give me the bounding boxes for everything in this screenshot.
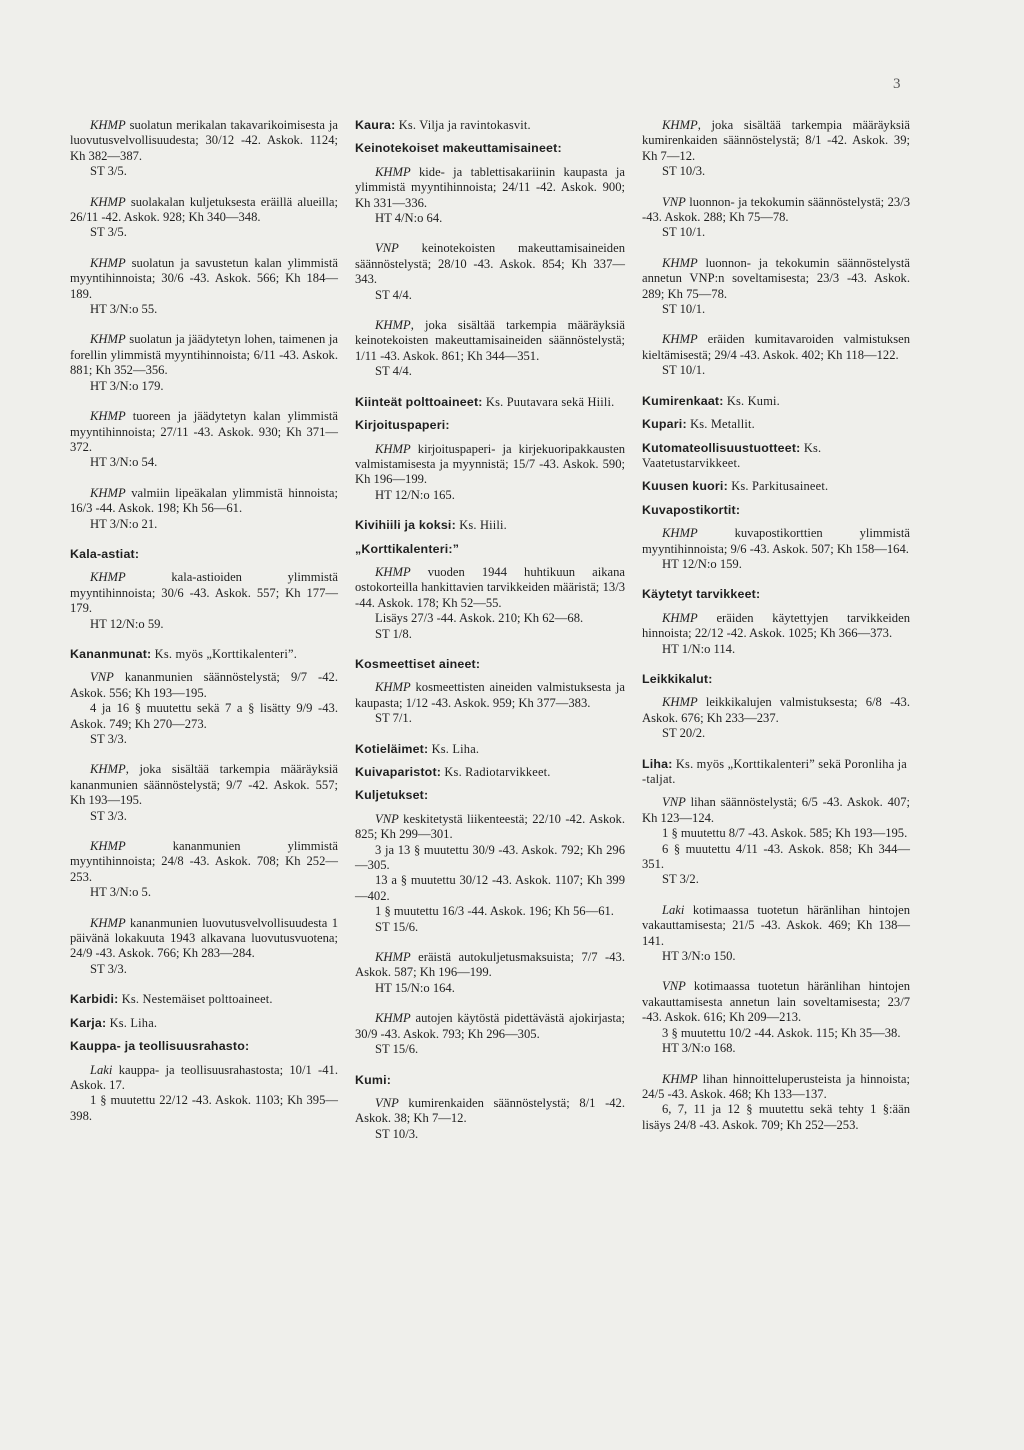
entry-reference: ST 10/1. [662,363,706,378]
entry-text: KHMP kananmunien ylimmistä myyntihinnoista; 24/8 -43. Askok. 708; Kh 252—253. [70,839,338,884]
entry-text: KHMP eräiden kumitavaroiden valmistuksen kieltämisestä; 29/4 -43. Askok. 402; Kh 118—122. [642,332,910,362]
heading-term: Kosmeettiset aineet: [355,656,481,671]
act-type: VNP [90,670,114,685]
entry-text: VNP keinotekoisten makeuttamisaineiden säännöstelystä; 28/10 -43. Askok. 854; Kh 337—343. [355,241,625,287]
act-type: VNP [662,979,686,994]
index-entry [70,916,338,978]
entry-reference: HT 12/N:o 165. [375,487,455,502]
entry-text: Laki kotimaassa tuotetun häränlihan hintojen vakauttamisesta; 21/5 -43. Askok. 469; Kh 138—141. [642,902,910,948]
index-entry [642,979,910,1056]
heading-crossref: Ks. Puutavara sekä Hiili. [482,394,615,409]
heading-crossref: Ks. Vaatetustarvikkeet. [642,440,822,470]
entry-text: 1 § muutettu 16/3 -44. Askok. 196; Kh 56—61. [375,904,614,919]
index-entry [70,195,338,241]
heading-term: Keinotekoiset makeuttamisaineet: [355,141,562,156]
heading-term: Kuljetukset: [355,788,429,803]
index-heading-entry [70,992,338,1007]
index-entry [355,1011,625,1057]
heading-term: Kuivaparistot: [355,765,442,779]
entry-reference: HT 3/N:o 54. [90,455,158,470]
heading-term: Liha: [642,756,673,771]
act-type: KHMP [375,441,411,456]
index-heading [642,672,910,687]
entry-text: KHMP vuoden 1944 huhtikuun aikana ostokorteilla hankittavien tarvikkeiden määristä; 13/3 -44. Askok. 178; Kh 52—55. [355,564,625,610]
act-type: VNP [375,811,399,826]
entry-reference: HT 15/N:o 164. [375,980,455,995]
act-type: KHMP [90,762,126,777]
index-heading [642,479,910,494]
index-heading-entry [642,479,910,494]
index-entry [642,695,910,741]
entry-text: KHMP luonnon- ja tekokumin säännöstelystä annetun VNP:n soveltamisesta; 23/3 -43. Askok. 289; Kh 75—78. [642,255,910,301]
entry-reference: ST 10/1. [662,225,706,240]
index-heading [355,657,625,672]
index-heading-entry [642,417,910,432]
index-heading-entry [642,672,910,687]
entry-text: KHMP suolatun ja savustetun kalan ylimmistä myyntihinnoista; 30/6 -43. Askok. 566; Kh 184—189. [70,255,338,301]
act-type: VNP [662,795,686,810]
entry-text: VNP lihan säännöstelystä; 6/5 -43. Askok. 407; Kh 123—124. [642,795,910,825]
entry-reference: ST 1/8. [375,626,412,641]
index-entry [355,565,625,642]
index-heading [642,417,910,432]
index-entry [642,903,910,965]
index-heading [355,518,625,533]
index-heading [355,418,625,433]
heading-term: Kuvapostikortit: [642,502,741,517]
entry-text: KHMP eräiden käytettyjen tarvikkeiden hinnoista; 22/12 -42. Askok. 1025; Kh 366—373. [642,610,910,641]
entry-reference: HT 4/N:o 64. [375,211,443,226]
index-heading [355,141,625,156]
index-heading [355,542,625,557]
index-heading-entry [355,118,625,133]
entry-text: KHMP suolakalan kuljetuksesta eräillä alueilla; 26/11 -42. Askok. 928; Kh 340—348. [70,194,338,225]
entry-text: VNP luonnon- ja tekokumin säännöstelystä; 23/3 -43. Askok. 288; Kh 75—78. [642,194,910,225]
index-entry [642,195,910,241]
index-heading [70,547,338,562]
entry-text: 1 § muutettu 8/7 -43. Askok. 585; Kh 193—195. [662,826,908,841]
index-heading-entry [642,394,910,409]
entry-text: KHMP autojen käytöstä pidettävästä ajokirjasta; 30/9 -43. Askok. 793; Kh 296—305. [355,1011,625,1041]
index-entry [70,332,338,394]
index-heading [355,1073,625,1088]
act-type: KHMP [90,839,126,854]
heading-term: Käytetyt tarvikkeet: [642,587,761,602]
entry-reference: HT 12/N:o 159. [662,556,742,571]
index-entry [642,795,910,887]
heading-crossref: Ks. myös „Korttikalenteri” sekä Poronliha ja -taljat. [642,756,907,786]
heading-term: Kuusen kuori: [642,479,728,494]
heading-term: Kala-astiat: [70,546,140,561]
entry-text: KHMP valmiin lipeäkalan ylimmistä hinnoista; 16/3 -44. Askok. 198; Kh 56—61. [70,485,338,516]
entry-text: 1 § muutettu 22/12 -43. Askok. 1103; Kh 395—398. [70,1093,338,1123]
index-heading-entry [355,765,625,780]
index-entry [355,680,625,726]
act-type: VNP [375,1095,399,1110]
index-entry [642,118,910,180]
index-heading-entry [355,542,625,557]
heading-term: Kauppa- ja teollisuusrahasto: [70,1039,250,1054]
entry-reference: ST 3/3. [90,808,127,823]
entry-reference: ST 4/4. [375,364,412,379]
entry-reference: ST 3/3. [90,732,127,746]
entry-reference: HT 3/N:o 168. [662,1041,736,1056]
act-type: KHMP [90,255,126,270]
entry-reference: HT 3/N:o 55. [90,302,158,317]
index-column-2 [355,118,625,1157]
index-heading-entry [355,141,625,156]
heading-crossref: Ks. myös „Korttikalenteri”. [151,646,298,661]
entry-text: KHMP kosmeettisten aineiden valmistuksesta ja kaupasta; 1/12 -43. Askok. 959; Kh 377—383. [355,680,625,710]
entry-reference: ST 10/3. [662,164,706,179]
entry-reference: ST 15/6. [375,919,419,934]
index-entry [70,409,338,471]
index-heading [642,587,910,602]
act-type: KHMP [90,118,126,132]
index-entry [355,442,625,504]
index-heading-entry [355,418,625,433]
act-type: VNP [662,194,686,209]
act-type: Laki [90,1062,113,1077]
heading-term: Kananmunat: [70,646,152,661]
entry-text: KHMP leikkikalujen valmistuksesta; 6/8 -43. Askok. 676; Kh 233—237. [642,695,910,725]
index-entry [642,256,910,318]
index-entry [355,812,625,935]
index-heading-entry [355,742,625,757]
entry-reference: ST 20/2. [662,726,706,741]
entry-text: 6 § muutettu 4/11 -43. Askok. 858; Kh 344—351. [642,841,910,872]
index-entry [70,118,338,180]
heading-term: Karbidi: [70,992,119,1007]
entry-text: KHMP kala-astioiden ylimmistä myyntihinnoista; 30/6 -43. Askok. 557; Kh 177—179. [70,570,338,616]
heading-term: Kirjoituspaperi: [355,418,450,433]
heading-crossref: Ks. Liha. [106,1015,158,1030]
index-heading [642,441,910,472]
act-type: KHMP [90,915,126,930]
entry-text: KHMP tuoreen ja jäädytetyn kalan ylimmistä myyntihinnoista; 27/11 -43. Askok. 930; Kh 371—372. [70,409,338,454]
entry-reference: ST 15/6. [375,1042,419,1057]
heading-term: Kupari: [642,417,687,432]
act-type: KHMP [90,485,126,500]
index-entry [70,670,338,747]
entry-text: KHMP kananmunien luovutusvelvollisuudesta 1 päivänä lokakuuta 1943 alkavana luovutusvuotena; 24/9 -43. Askok. 766; Kh 283—284. [70,915,338,961]
heading-term: Kumirenkaat: [642,393,724,408]
index-heading-entry [355,395,625,410]
act-type: KHMP [375,164,411,179]
heading-crossref: Ks. Nestemäiset polttoaineet. [118,992,273,1007]
index-heading [642,503,910,518]
index-heading-entry [355,1073,625,1088]
index-heading-entry [642,757,910,788]
act-type: KHMP [662,255,698,270]
act-type: KHMP [90,194,126,209]
index-entry [642,1072,910,1134]
entry-reference: ST 10/3. [375,1126,419,1141]
entry-text: KHMP, joka sisältää tarkempia määräyksiä keinotekoisten makeuttamisaineiden säännöstelystä; 1/11 -43. Askok. 861; Kh 344—351. [355,318,625,363]
index-entry [642,526,910,572]
act-type: KHMP [662,118,698,132]
entry-reference: ST 3/5. [90,164,127,179]
act-type: KHMP [662,332,698,347]
index-entry [70,1063,338,1125]
index-heading-entry [70,1016,338,1031]
heading-crossref: Ks. Metallit. [686,417,755,432]
entry-reference: HT 3/N:o 150. [662,949,736,964]
index-heading [642,394,910,409]
act-type: KHMP [375,564,411,579]
entry-reference: HT 3/N:o 21. [90,516,158,531]
heading-term: „Korttikalenteri:” [355,541,460,556]
index-heading-entry [642,503,910,518]
entry-text: 6, 7, 11 ja 12 § muutettu sekä tehty 1 §:ään lisäys 24/8 -43. Askok. 709; Kh 252—253. [642,1102,910,1132]
index-heading-entry [70,647,338,662]
act-type: KHMP [375,318,411,333]
heading-term: Kiinteät polttoaineet: [355,394,483,409]
act-type: KHMP [662,1071,698,1086]
index-entry [70,256,338,318]
index-heading-entry [355,657,625,672]
act-type: Laki [662,902,685,917]
index-heading [355,395,625,410]
index-entry [355,318,625,380]
entry-reference: HT 1/N:o 114. [662,641,736,656]
entry-text: KHMP eräistä autokuljetusmaksuista; 7/7 -43. Askok. 587; Kh 196—199. [355,950,625,980]
entry-text: VNP kotimaassa tuotetun häränlihan hintojen vakauttamisesta annetun lain soveltamisesta; 23/7 -43. Askok. 616; Kh 209—213. [642,979,910,1025]
index-entry [70,486,338,532]
entry-reference: HT 3/N:o 179. [90,378,164,393]
index-entry [70,839,338,901]
index-entry [355,241,625,303]
act-type: KHMP [662,610,698,625]
heading-term: Kutomateollisuustuotteet: [642,440,801,455]
index-entry [355,165,625,227]
heading-term: Kaura: [355,118,396,132]
heading-crossref: Ks. Hiili. [455,518,507,533]
entry-text: KHMP suolatun merikalan takavarikoimisesta ja luovutusvelvollisuudesta; 30/12 -42. Askok. 1124; Kh 382—387. [70,118,338,163]
index-column-1 [70,118,338,1139]
index-heading-entry [642,587,910,602]
entry-text: KHMP, joka sisältää tarkempia määräyksiä kumirenkaiden säännöstelystä; 8/1 -42. Askok. 39; Kh 7—12. [642,118,910,163]
heading-crossref: Ks. Liha. [428,741,480,756]
heading-term: Kivihiili ja koksi: [355,518,456,533]
entry-text: KHMP, joka sisältää tarkempia määräyksiä kananmunien säännöstelystä; 9/7 -42. Askok. 557; Kh 193—195. [70,762,338,808]
index-entry [70,762,338,824]
heading-term: Kotieläimet: [355,741,429,756]
act-type: KHMP [90,409,126,424]
entry-text: 3 ja 13 § muutettu 30/9 -43. Askok. 792; Kh 296—305. [355,842,625,873]
entry-text: KHMP suolatun ja jäädytetyn lohen, taimenen ja forellin ylimmistä myyntihinnoista; 6/11 -43. Askok. 881; Kh 352—356. [70,332,338,378]
act-type: VNP [375,241,399,256]
index-entry [355,1096,625,1142]
heading-term: Karja: [70,1015,107,1030]
index-heading-entry [355,518,625,533]
index-column-3 [642,118,910,1148]
index-heading [70,1039,338,1054]
entry-text: KHMP kuvapostikorttien ylimmistä myyntihinnoista; 9/6 -43. Askok. 507; Kh 158—164. [642,526,910,556]
entry-text: 3 § muutettu 10/2 -44. Askok. 115; Kh 35—38. [662,1025,901,1040]
index-heading-entry [642,441,910,472]
index-entry [355,950,625,996]
heading-crossref: Ks. Parkitusaineet. [727,479,829,494]
act-type: KHMP [90,570,126,585]
entry-reference: ST 3/5. [90,225,127,240]
heading-crossref: Ks. Vilja ja ravintokasvit. [395,118,531,132]
entry-reference: ST 3/2. [662,872,699,887]
index-heading [355,765,625,780]
entry-text: KHMP kirjoituspaperi- ja kirjekuoripakkausten valmistamisesta ja myynnistä; 15/7 -43. Askok. 590; Kh 196—199. [355,441,625,487]
entry-reference: HT 12/N:o 59. [90,616,164,631]
index-heading-entry [70,547,338,562]
entry-text: Laki kauppa- ja teollisuusrahastosta; 10/1 -41. Askok. 17. [70,1062,338,1092]
index-entry [642,611,910,657]
act-type: KHMP [662,695,698,710]
index-entry [70,570,338,632]
entry-text: 13 a § muutettu 30/12 -43. Askok. 1107; Kh 399—402. [355,873,625,903]
index-entry [642,332,910,378]
act-type: KHMP [90,332,126,347]
entry-text: VNP keskitetystä liikenteestä; 22/10 -42. Askok. 825; Kh 299—301. [355,811,625,842]
act-type: KHMP [375,680,411,695]
entry-reference: HT 3/N:o 5. [90,885,151,900]
act-type: KHMP [375,950,411,965]
index-heading [355,788,625,803]
index-heading [70,647,338,662]
entry-reference: ST 3/3. [90,961,127,976]
index-heading-entry [70,1039,338,1054]
entry-text: KHMP kide- ja tablettisakariinin kaupasta ja ylimmistä myyntihinnoista; 24/11 -42. Askok. 900; Kh 331—336. [355,164,625,210]
heading-crossref: Ks. Radiotarvikkeet. [441,765,551,779]
index-heading [642,757,910,788]
entry-text: KHMP lihan hinnoitteluperusteista ja hinnoista; 24/5 -43. Askok. 468; Kh 133—137. [642,1071,910,1101]
index-heading [355,742,625,757]
entry-text: Lisäys 27/3 -44. Askok. 210; Kh 62—68. [375,611,584,626]
index-heading [355,118,625,133]
entry-text: VNP kumirenkaiden säännöstelystä; 8/1 -42. Askok. 38; Kh 7—12. [355,1095,625,1126]
heading-term: Leikkikalut: [642,671,713,686]
act-type: KHMP [662,526,698,541]
entry-text: VNP kananmunien säännöstelystä; 9/7 -42. Askok. 556; Kh 193—195. [70,670,338,700]
heading-term: Kumi: [355,1072,392,1087]
index-heading-entry [355,788,625,803]
entry-reference: ST 4/4. [375,287,412,302]
index-heading [70,1016,338,1031]
act-type: KHMP [375,1011,411,1026]
heading-crossref: Ks. Kumi. [723,393,780,408]
entry-reference: ST 7/1. [375,711,412,726]
page-number: 3 [893,76,901,92]
entry-reference: ST 10/1. [662,302,706,317]
entry-text: 4 ja 16 § muutettu sekä 7 a § lisätty 9/9 -43. Askok. 749; Kh 270—273. [70,701,338,731]
index-heading [70,992,338,1007]
